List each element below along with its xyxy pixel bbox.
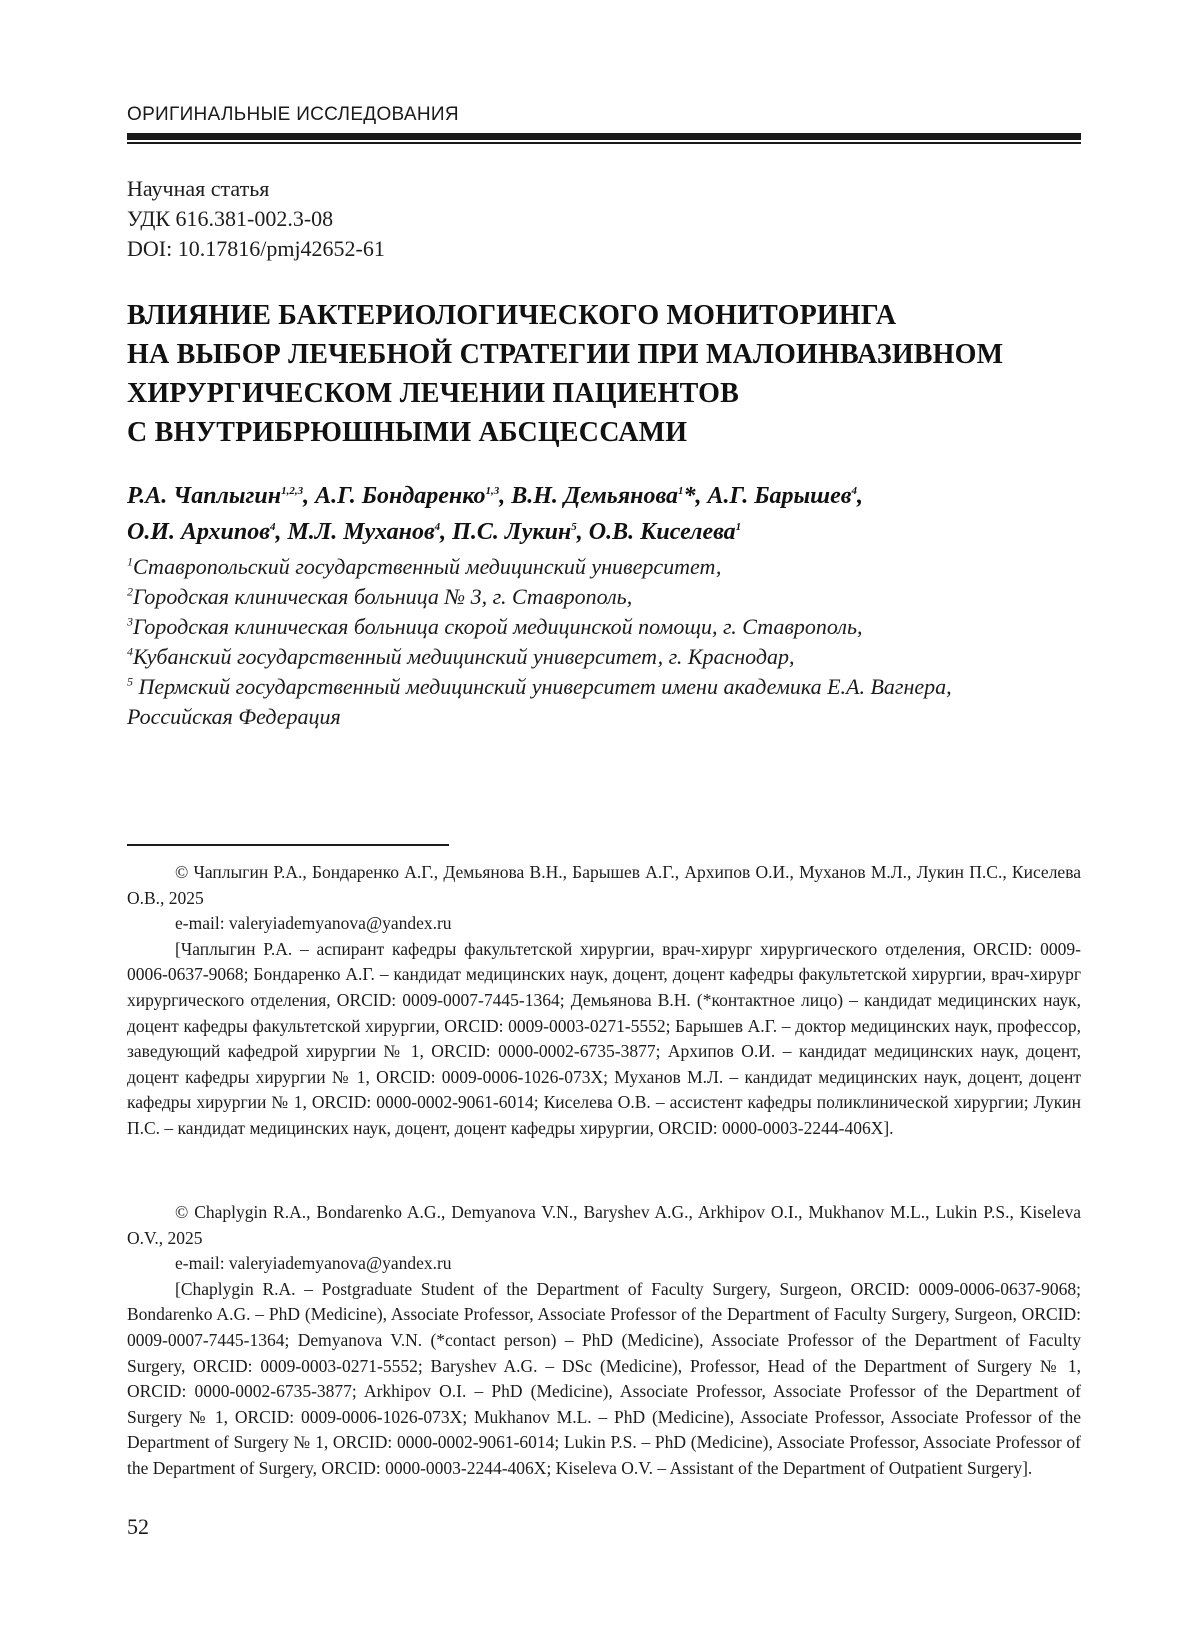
author-affiliation-sup: 4 <box>851 485 857 497</box>
author-separator: , <box>303 483 316 509</box>
author-name: М.Л. Муханов <box>287 519 435 545</box>
author-name: В.Н. Демьянова <box>511 483 679 509</box>
author-name: О.В. Киселева <box>588 519 736 545</box>
affiliation-text: Пермский государственный медицинский университет имени академика Е.А. Вагнера, <box>133 674 952 699</box>
contact-email[interactable]: e-mail: valeryiademyanova@yandex.ru <box>175 913 452 934</box>
author-separator: , <box>440 519 453 545</box>
author-line <box>127 478 1087 514</box>
affiliation-number: 3 <box>127 614 133 629</box>
author-name: П.С. Лукин <box>452 519 572 545</box>
author-separator: , <box>856 483 863 509</box>
contact-email[interactable]: e-mail: valeryiademyanova@yandex.ru <box>175 1253 452 1274</box>
author-separator: , <box>275 519 288 545</box>
affiliation-item <box>127 672 1087 702</box>
author-affiliation-sup: 1,3 <box>485 485 500 497</box>
affiliation-text: Городская клиническая больница № 3, г. Ставрополь, <box>133 584 633 609</box>
affiliation-text: Городская клиническая больница скорой медицинской помощи, г. Ставрополь, <box>133 614 863 639</box>
affiliation-text: Кубанский государственный медицинский университет, г. Краснодар, <box>133 644 795 669</box>
doi[interactable]: DOI: 10.17816/pmj42652-61 <box>127 236 385 261</box>
author-name: А.Г. Бондаренко <box>315 483 486 509</box>
author-affiliation-sup: 4 <box>434 521 441 533</box>
author-affiliation-sup: 1 <box>735 521 742 533</box>
author-line <box>127 514 1087 550</box>
author-separator: , <box>576 519 589 545</box>
footnote-russian <box>127 860 1081 1142</box>
author-affiliation-sup: 4 <box>269 521 276 533</box>
header-rule-thin <box>127 142 1081 144</box>
title-line: НА ВЫБОР ЛЕЧЕБНОЙ СТРАТЕГИИ ПРИ МАЛОИНВАЗИВНОМ <box>127 339 1004 370</box>
affiliation-item <box>127 612 1087 642</box>
affiliation-text: Ставропольский государственный медицинский университет, <box>133 554 722 579</box>
page-number: 52 <box>127 1514 149 1539</box>
author-details: [Чаплыгин Р.А. – аспирант кафедры факультетской хирургии, врач-хирург хирургического отделения, ORCID: 0009-0006-0637-9068; Бондаренко А.Г. – кандидат медицинских наук, доцент, доцент кафедры факультетской хирургии, врач-хирург хирургического отделения, ORCID: 0009-0007-7445-1364; Демьянова В.Н. (*контактное лицо) – кандидат медицинских наук, доцент кафедры факультетской хирургии, ORCID: 0009-0003-0271-5552; Барышев А.Г. – доктор медицинских наук, профессор, заведующий кафедрой хирургии № 1, ORCID: 0000-0002-6735-3877; Архипов О.И. – кандидат медицинских наук, доцент, доцент кафедры хирургии № 1, ORCID: 0009-0006-1026-073X; Муханов М.Л. – кандидат медицинских наук, доцент, доцент кафедры хирургии № 1, ORCID: 0000-0002-9061-6014; Киселева О.В. – ассистент кафедры поликлинической хирургии; Лукин П.С. – кандидат медицинских наук, доцент, доцент кафедры хирургии, ORCID: 0000-0003-2244-406X]. <box>127 938 1081 1138</box>
author-separator: *, <box>683 483 708 509</box>
affiliation-number: 2 <box>127 584 133 599</box>
author-name: О.И. Архипов <box>127 519 270 545</box>
copyright-notice: © Chaplygin R.A., Bondarenko A.G., Demyanova V.N., Baryshev A.G., Arkhipov O.I., Mukhanov M.L., Lukin P.S., Kiseleva O.V., 2025 <box>127 1202 1081 1248</box>
article-type: Научная статья <box>127 176 270 201</box>
header-rule-thick <box>127 133 1081 140</box>
author-list <box>127 478 1087 550</box>
title-line: ВЛИЯНИЕ БАКТЕРИОЛОГИЧЕСКОГО МОНИТОРИНГА <box>127 300 897 331</box>
article-title <box>127 296 1087 452</box>
affiliation-country: Российская Федерация <box>127 704 341 729</box>
author-affiliation-sup: 5 <box>571 521 577 533</box>
author-affiliation-sup: 1 <box>678 485 684 497</box>
udk-code: УДК 616.381-002.3-08 <box>127 206 334 231</box>
affiliation-item <box>127 552 1087 582</box>
affiliation-number: 4 <box>127 644 133 659</box>
section-header: ОРИГИНАЛЬНЫЕ ИССЛЕДОВАНИЯ <box>127 104 459 125</box>
footnote-separator <box>127 844 449 846</box>
title-line: ХИРУРГИЧЕСКОМ ЛЕЧЕНИИ ПАЦИЕНТОВ <box>127 378 739 409</box>
author-separator: , <box>499 483 512 509</box>
author-affiliation-sup: 1,2,3 <box>281 485 304 497</box>
author-details: [Chaplygin R.A. – Postgraduate Student of the Department of Faculty Surgery, Surgeon, ORCID: 0009-0006-0637-9068; Bondarenko A.G. – PhD (Medicine), Associate Professor, Associate Professor of the Department of Faculty Surgery, Surgeon, ORCID: 0009-0007-7445-1364; Demyanova V.N. (*contact person) – PhD (Medicine), Associate Professor of the Department of Faculty Surgery, ORCID: 0009-0003-0271-5552; Baryshev A.G. – DSc (Medicine), Professor, Head of the Department of Surgery № 1, ORCID: 0000-0002-6735-3877; Arkhipov O.I. – PhD (Medicine), Associate Professor, Associate Professor of the Department of Surgery № 1, ORCID: 0009-0006-1026-073X; Mukhanov M.L. – PhD (Medicine), Associate Professor, Associate Professor of the Department of Surgery № 1, ORCID: 0000-0002-9061-6014; Lukin P.S. – PhD (Medicine), Associate Professor, Associate Professor of the Department of Surgery, ORCID: 0000-0003-2244-406X; Kiseleva O.V. – Assistant of the Department of Outpatient Surgery]. <box>127 1278 1081 1478</box>
affiliation-item <box>127 642 1087 672</box>
article-meta <box>127 174 1027 264</box>
title-line: С ВНУТРИБРЮШНЫМИ АБСЦЕССАМИ <box>127 417 688 448</box>
copyright-notice: © Чаплыгин Р.А., Бондаренко А.Г., Демьянова В.Н., Барышев А.Г., Архипов О.И., Муханов М.Л., Лукин П.С., Киселева О.В., 2025 <box>127 862 1081 908</box>
author-name: Р.А. Чаплыгин <box>127 483 282 509</box>
affiliation-number: 5 <box>127 674 133 689</box>
author-name: А.Г. Барышев <box>707 483 852 509</box>
affiliation-list <box>127 552 1087 732</box>
footnote-english <box>127 1200 1081 1482</box>
affiliation-number: 1 <box>127 554 133 569</box>
affiliation-item <box>127 582 1087 612</box>
